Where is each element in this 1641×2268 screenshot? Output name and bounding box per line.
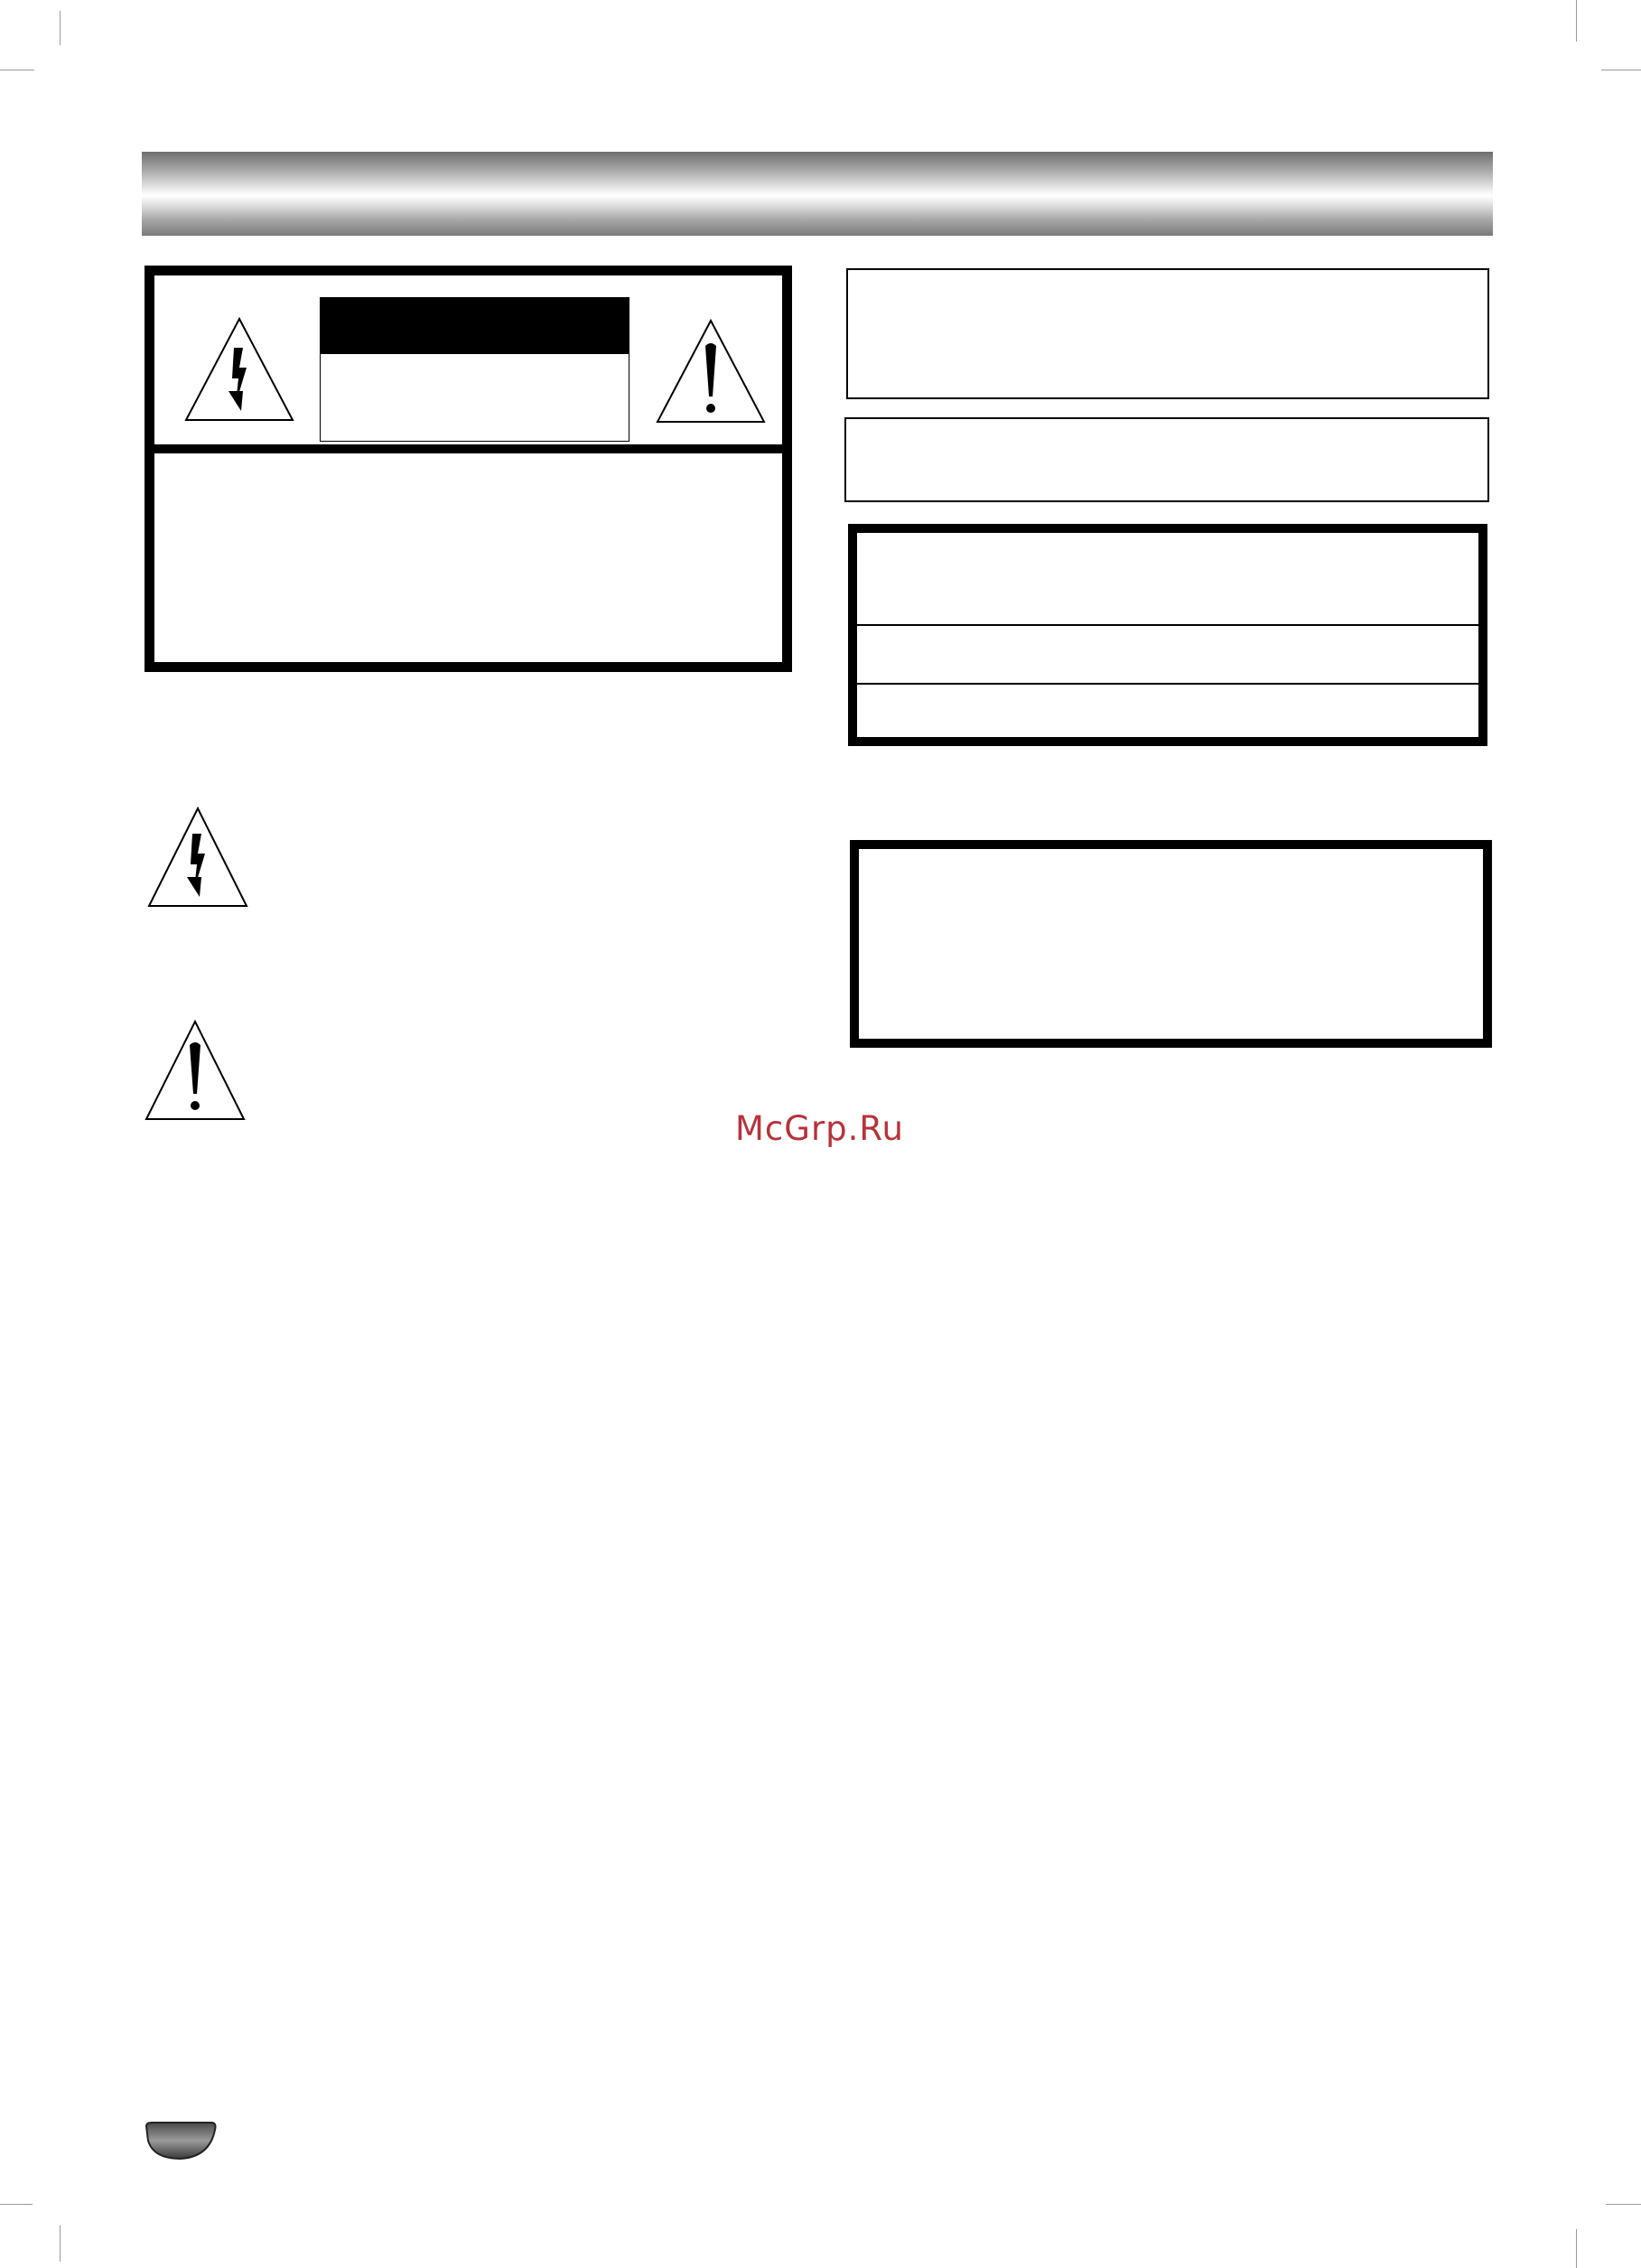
exclamation-warning-icon: [655, 319, 767, 425]
caution-label-header: [321, 298, 629, 354]
section-header-bar: [142, 152, 1493, 236]
exclamation-warning-icon: [145, 1020, 246, 1121]
notice-box: [844, 417, 1489, 502]
crop-mark: [60, 11, 61, 45]
caution-warning-box: [145, 266, 792, 672]
table-row-divider: [857, 683, 1478, 685]
crop-mark: [1606, 2204, 1641, 2205]
watermark-text: McGrp.Ru: [735, 1109, 904, 1148]
crop-mark: [60, 2226, 61, 2262]
table-row-divider: [857, 624, 1478, 626]
caution-label: [320, 297, 629, 442]
caution-box-divider: [154, 444, 782, 453]
lightning-warning-icon: [147, 807, 248, 908]
warning-table-box: [848, 524, 1487, 746]
crop-mark: [1576, 0, 1577, 42]
crop-mark: [0, 2204, 33, 2205]
page-number-tab-icon: [145, 2121, 217, 2161]
lightning-warning-icon: [183, 317, 295, 424]
notice-thick-box: [850, 840, 1492, 1048]
notice-box: [846, 268, 1489, 399]
crop-mark: [1576, 2229, 1577, 2268]
